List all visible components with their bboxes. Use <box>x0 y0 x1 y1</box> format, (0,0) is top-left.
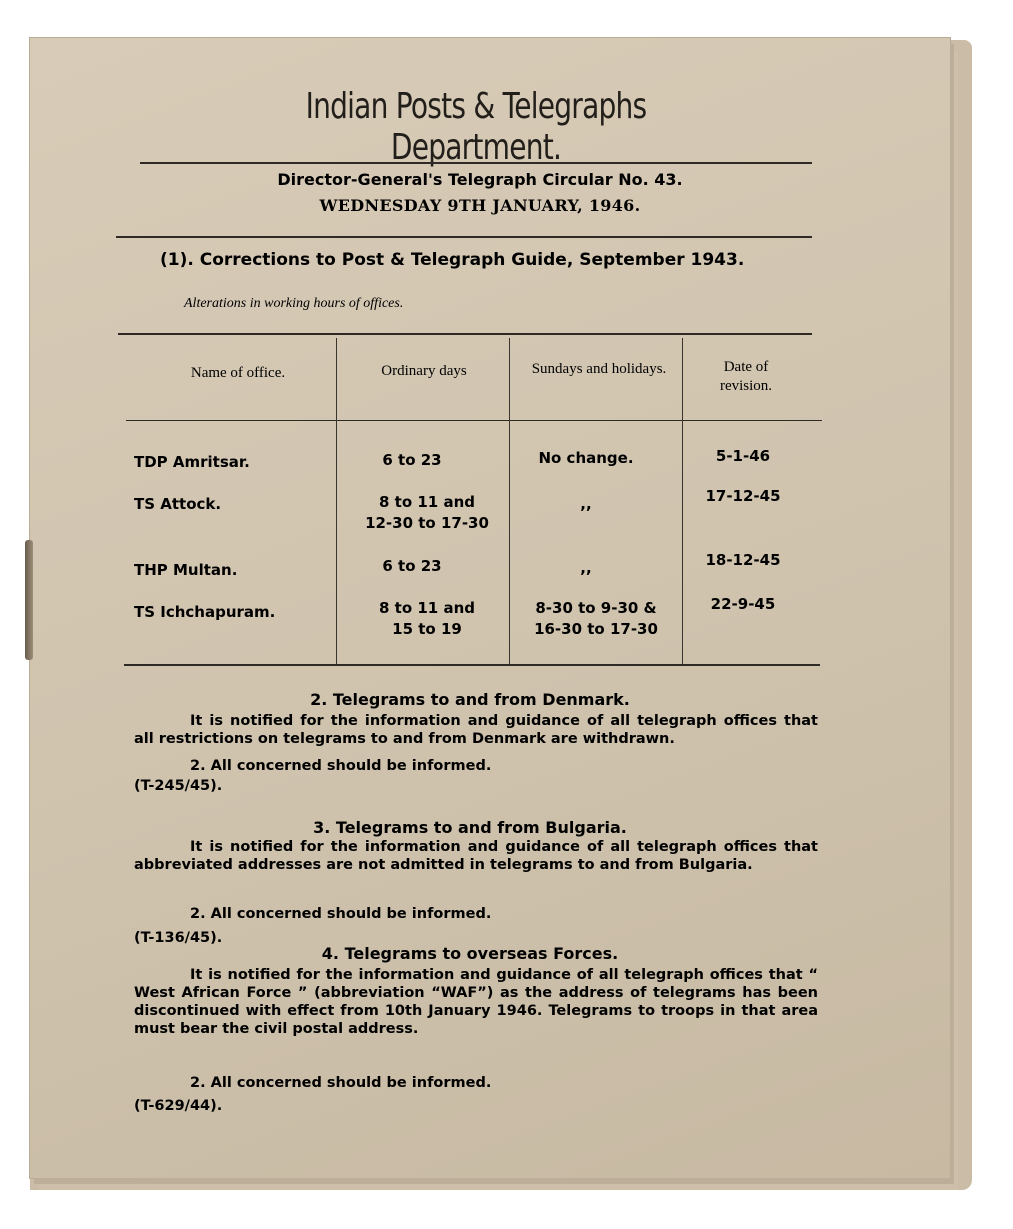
section3-heading: 3. Telegrams to and from Bulgaria. <box>313 818 627 837</box>
table-divider-3 <box>682 338 683 666</box>
row3-ordinary: 6 to 23 <box>382 557 442 575</box>
col-head-revision: Date of revision. <box>719 359 773 394</box>
section1-heading: (1). Corrections to Post & Telegraph Guide, September 1943. <box>160 250 745 270</box>
section4-note: 2. All concerned should be informed. <box>190 1075 492 1091</box>
department-title: Indian Posts & Telegraphs Department. <box>305 86 647 168</box>
table-divider-1 <box>336 338 337 666</box>
section2-paragraph: It is notified for the information and guidance of all telegraph offices that all restrictions on telegrams to and from Denmark are withdrawn. <box>134 713 818 747</box>
header-rule <box>116 236 812 238</box>
row4-office: TS Ichchapuram. <box>134 603 276 621</box>
col-head-office: Name of office. <box>190 365 286 381</box>
section2-heading: 2. Telegrams to and from Denmark. <box>310 690 630 709</box>
section2-reference: (T-245/45). <box>134 778 223 794</box>
section3-reference: (T-136/45). <box>134 930 223 946</box>
col-head-ordinary: Ordinary days <box>381 363 467 379</box>
section2-note: 2. All concerned should be informed. <box>190 758 492 774</box>
title-rule <box>140 162 812 164</box>
row2-ordinary: 8 to 11 and 12-30 to 17-30 <box>365 493 489 532</box>
table-top-rule <box>118 333 812 335</box>
section1-subheading: Alterations in working hours of offices. <box>184 296 404 311</box>
circular-number: Director-General's Telegraph Circular No. 43. <box>277 170 683 189</box>
row2-revision: 17-12-45 <box>705 487 781 505</box>
circular-date: WEDNESDAY 9TH JANUARY, 1946. <box>319 196 641 215</box>
section4-reference: (T-629/44). <box>134 1098 223 1114</box>
row1-office: TDP Amritsar. <box>134 453 250 471</box>
row1-sundays: No change. <box>538 449 634 467</box>
row2-sundays: ,, <box>580 495 592 513</box>
row4-ordinary: 8 to 11 and 15 to 19 <box>379 599 475 638</box>
table-header-rule <box>126 420 822 421</box>
row1-revision: 5-1-46 <box>715 447 771 465</box>
row2-office: TS Attock. <box>134 495 222 513</box>
row1-ordinary: 6 to 23 <box>382 451 442 469</box>
section4-paragraph: It is notified for the information and guidance of all telegraph offices that “ West African Force ” (abbreviation “WAF”) as the address of telegrams has been discontinued with effect from 10th January 1946. Telegrams to troops in that area must bear the civil postal address. <box>134 967 818 1037</box>
section3-note: 2. All concerned should be informed. <box>190 906 492 922</box>
section4-heading: 4. Telegrams to overseas Forces. <box>321 944 619 963</box>
row3-revision: 18-12-45 <box>705 551 781 569</box>
section3-paragraph: It is notified for the information and guidance of all telegraph offices that abbreviated addresses are not admitted in telegrams to and from Bulgaria. <box>134 839 818 873</box>
table-divider-2 <box>509 338 510 666</box>
row4-revision: 22-9-45 <box>710 595 776 613</box>
row4-sundays: 8-30 to 9-30 & 16-30 to 17-30 <box>534 599 658 638</box>
row3-office: THP Multan. <box>134 561 238 579</box>
staple-mark <box>25 540 33 660</box>
table-bottom-rule <box>124 664 820 666</box>
row3-sundays: ,, <box>580 559 592 577</box>
col-head-sundays: Sundays and holidays. <box>531 361 667 377</box>
